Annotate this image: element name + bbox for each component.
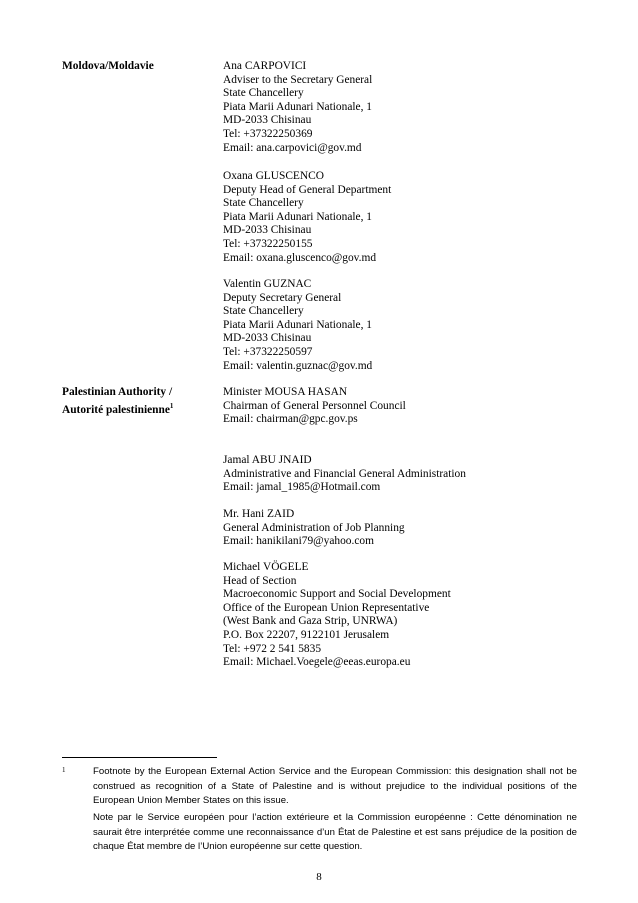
contact-org: Office of the European Union Representative — [223, 601, 430, 614]
country-name-fr-text: Autorité palestinienne — [62, 403, 170, 416]
country-label-palestinian-authority — [62, 386, 222, 417]
contact-entry — [223, 278, 603, 373]
contact-department: Macroeconomic Support and Social Development — [223, 588, 451, 601]
contact-email: Email: chairman@gpc.gov.ps — [223, 413, 358, 426]
contact-title: Deputy Head of General Department — [223, 183, 392, 196]
contact-name: Michael VÖGELE — [223, 561, 309, 573]
contact-name: Valentin GUZNAC — [223, 278, 312, 290]
contact-title: Deputy Secretary General — [223, 291, 342, 304]
contact-title: Head of Section — [223, 574, 297, 587]
country-name: Palestinian Authority / — [62, 386, 173, 398]
contact-org: State Chancellery — [223, 197, 304, 210]
contact-phone: Tel: +37322250155 — [223, 237, 313, 250]
contact-phone: Tel: +972 2 541 5835 — [223, 642, 322, 655]
contact-title: Adviser to the Secretary General — [223, 73, 373, 86]
footnote-text-english: Footnote by the European External Action Service and the European Commission: this designation shall not be construed as recognition of a State of Palestine and is without prejudice to the individual positions of the European Union Member States on this issue. — [93, 766, 577, 807]
contact-entry — [223, 508, 603, 549]
contact-phone: Tel: +37322250369 — [223, 127, 313, 140]
country-label-moldova — [62, 60, 222, 74]
contact-entry — [223, 60, 603, 155]
footnote-separator — [62, 757, 217, 758]
contact-org: State Chancellery — [223, 305, 304, 318]
contact-entry — [223, 561, 603, 670]
contact-email: Email: oxana.gluscenco@gov.md — [223, 251, 377, 264]
footnote-marker: 1 — [62, 766, 66, 774]
country-name-fr — [62, 400, 222, 417]
contact-name: Ana CARPOVICI — [223, 60, 307, 72]
contact-city: MD-2033 Chisinau — [223, 114, 312, 127]
contact-org: State Chancellery — [223, 87, 304, 100]
contact-title: General Administration of Job Planning — [223, 521, 405, 534]
contact-address: Piata Marii Adunari Nationale, 1 — [223, 318, 372, 331]
contact-name: Jamal ABU JNAID — [223, 454, 312, 466]
contact-city: MD-2033 Chisinau — [223, 224, 312, 237]
contact-org-detail: (West Bank and Gaza Strip, UNRWA) — [223, 615, 398, 628]
contact-address: Piata Marii Adunari Nationale, 1 — [223, 210, 372, 223]
contact-name: Oxana GLUSCENCO — [223, 170, 324, 182]
page-number: 8 — [316, 871, 322, 883]
contact-entry — [223, 386, 603, 427]
footnote-reference[interactable]: 1 — [169, 401, 174, 410]
contact-email: Email: hanikilani79@yahoo.com — [223, 535, 374, 548]
contact-entry — [223, 170, 603, 265]
contact-address: P.O. Box 22207, 9122101 Jerusalem — [223, 628, 390, 641]
contact-name: Minister MOUSA HASAN — [223, 386, 348, 398]
contact-email: Email: ana.carpovici@gov.md — [223, 141, 362, 154]
country-name: Moldova/Moldavie — [62, 60, 154, 72]
contact-title: Administrative and Financial General Administration — [223, 467, 466, 480]
contact-name: Mr. Hani ZAID — [223, 508, 295, 520]
contact-email: Email: valentin.guznac@gov.md — [223, 359, 373, 372]
contact-address: Piata Marii Adunari Nationale, 1 — [223, 100, 372, 113]
contact-entry — [223, 454, 603, 495]
contact-email: Email: jamal_1985@Hotmail.com — [223, 481, 381, 494]
contact-city: MD-2033 Chisinau — [223, 332, 312, 345]
contact-title: Chairman of General Personnel Council — [223, 399, 406, 412]
footnote-text-french: Note par le Service européen pour l’action extérieure et la Commission européenne : Cette dénomination ne saurait être interprétée comme une reconnaissance d’un État de Palestine et est sans préjudice de la position de chaque État membre de l’Union européenne sur cette question. — [93, 812, 577, 853]
contact-phone: Tel: +37322250597 — [223, 345, 313, 358]
contact-email: Email: Michael.Voegele@eeas.europa.eu — [223, 656, 411, 669]
